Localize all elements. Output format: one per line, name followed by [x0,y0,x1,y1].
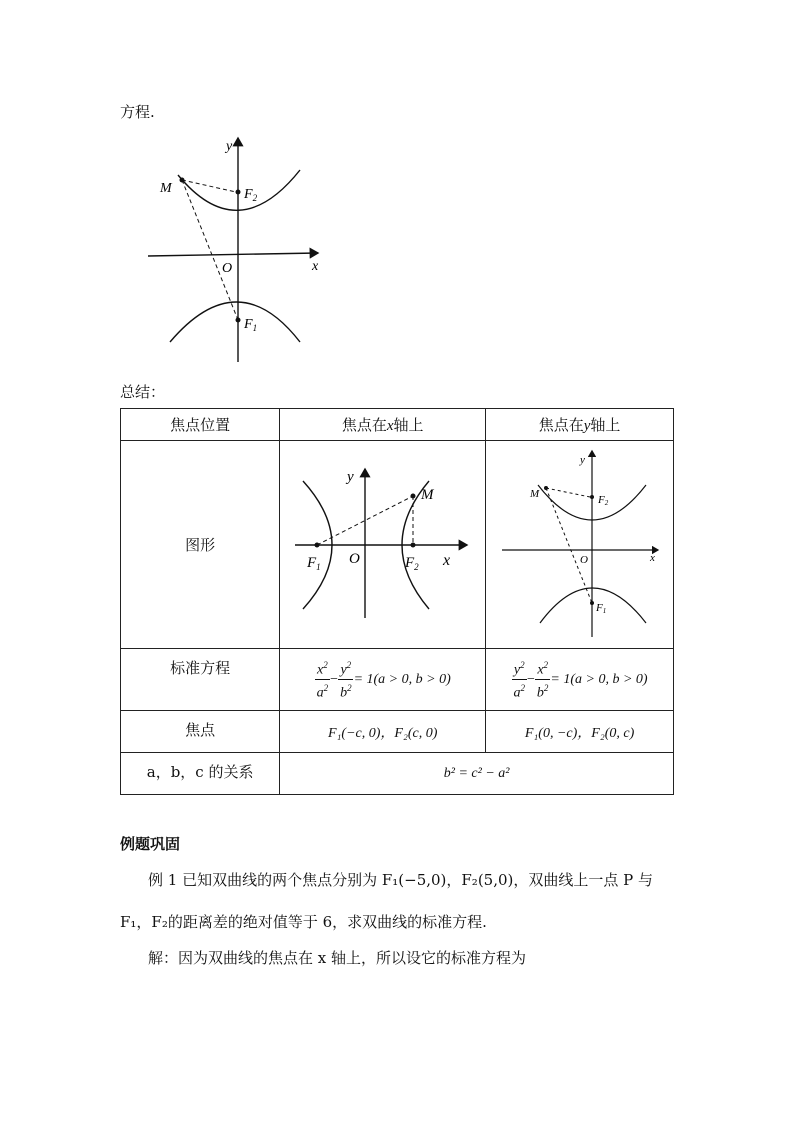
x-axis [148,253,318,256]
segment-m-f2 [182,180,236,192]
focus-label: 焦点 [121,711,280,753]
svg-text:F2: F2 [597,493,608,507]
example-1-line-1: 例 1 已知双曲线的两个焦点分别为 F₁(−5,0)，F₂(5,0)，双曲线上一点 P 与 [148,871,654,889]
f1-sub: 1 [252,323,258,333]
solution-line: 解：因为双曲线的焦点在 x 轴上，所以设它的标准方程为 [148,949,526,967]
focus-y: F₁(0, −c)，F₂(0, c) [486,711,674,753]
focus-row [121,711,674,753]
svg-text:x: x [442,551,450,569]
m-label: M [160,181,172,196]
point-m [180,178,185,183]
point-f2 [236,190,241,195]
figure-hyperbola-y-foci-small [500,445,660,641]
summary-label: 总结： [120,383,166,401]
x-axis-label: x [312,259,319,274]
header-position: 焦点位置 [121,409,280,441]
point-f1 [236,318,241,323]
equation-row [121,649,674,711]
svg-text:F2: $F_2$ [404,554,419,572]
header-x: 焦点在x轴上 [280,409,486,441]
relation-row [121,753,674,795]
header-row [121,409,674,441]
equation-y: $\frac{y^2}{a^2}$ − $\frac{x^2}{b^2}$ = 1(a > 0, b > 0) [486,649,674,711]
svg-text:F1: $F_1$ [306,554,321,572]
figure-label: 图形 [121,441,280,649]
f1-label: F [244,317,253,332]
equation-label: 标准方程 [121,649,280,711]
f2-label: F [244,187,253,202]
relation-value: b² = c² − a² [280,753,674,795]
figure-row [121,441,674,649]
svg-text:M: M [420,486,434,503]
section-title: 例题巩固 [120,835,181,853]
svg-text:x: x [649,551,655,564]
svg-text:y: y [579,453,585,466]
summary-table [120,408,674,795]
header-y: 焦点在y轴上 [486,409,674,441]
svg-text:O: O [579,553,588,566]
origin-label: O [222,261,233,276]
svg-text:F2 [243,187,258,203]
relation-label: a，b，c 的关系 [121,753,280,795]
intro-fragment: 方程. [120,103,155,121]
figure-x-cell [280,441,486,649]
segment-m-f1 [182,180,238,320]
svg-text:F1 [243,317,257,333]
f2-sub: 2 [252,193,258,203]
svg-text:O: O [348,550,360,567]
svg-text:M: M [529,487,539,500]
equation-x: $\frac{x^2}{a^2}$ − $\frac{y^2}{b^2}$ = 1(a > 0, b > 0) [280,649,486,711]
focus-x: F₁(−c, 0)，F₂(c, 0) [280,711,486,753]
lower-branch [170,302,300,342]
svg-text:y: y [346,468,354,485]
figure-y-cell [486,441,674,649]
example-1-line-2: F₁，F₂的距离差的绝对值等于 6，求双曲线的标准方程. [120,913,487,931]
svg-text:F1: F1 [595,601,606,615]
figure-hyperbola-y-foci [140,130,340,370]
figure-hyperbola-x-foci [293,463,473,623]
y-axis-label: y [226,139,233,154]
